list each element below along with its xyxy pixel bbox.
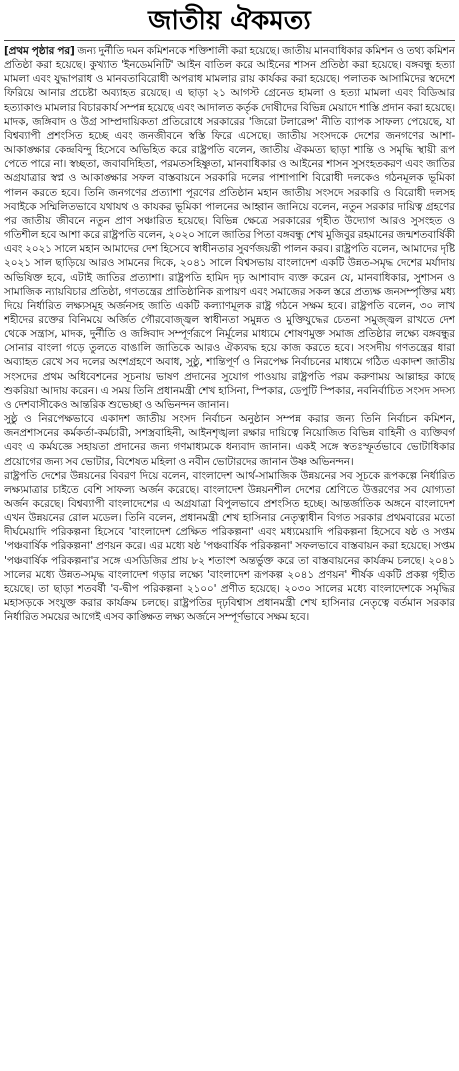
headline: জাতীয় ঐকমত্য [148, 6, 311, 36]
paragraph-3: রাষ্ট্রপতি দেশের উন্নয়নের বিবরণ দিয়ে বলেন, বাংলাদেশ আর্থ-সামাজিক উন্নয়নের সব সূচকে রূপকল্পে নির্ধারিত লক্ষ্যমাত্রার চাইতে বেশি সাফল্য অর্জন করেছে। বাংলাদেশ উন্নয়নশীল দেশের শ্রেণিতে উত্তরণের সব যোগ্যতা অর্জন করেছে। বিশ্বব্যাপী বাংলাদেশের এ অগ্রযাত্রা বিপুলভাবে প্রশংসিত হচ্ছে। আন্তর্জাতিক অঙ্গনে বাংলাদেশ এখন উন্নয়নের রোল মডেল। তিনি বলেন, প্রধানমন্ত্রী শেখ হাসিনার নেতৃত্বাধীন বিগত সরকার প্রথমবারের মতো দীর্ঘমেয়াদি পরিকল্পনা হিসেবে 'বাংলাদেশ প্রেক্ষিত পরিকল্পনা' এবং মধ্যমেয়াদি পরিকল্পনা হিসেবে ষষ্ঠ ও সপ্তম 'পঞ্চবার্ষিক পরিকল্পনা' প্রণয়ন করে। এর মধ্যে ষষ্ঠ 'পঞ্চবার্ষিক পরিকল্পনা' সফলভাবে বাস্তবায়ন করা হয়েছে। সপ্তম 'পঞ্চবার্ষিক পরিকল্পনা'র সঙ্গে এসডিজির প্রায় ৮২ শতাংশ অন্তর্ভুক্ত করে তা বাস্তবায়নের কার্যক্রম চলছে। ২০৪১ সালের মধ্যে উন্নত-সমৃদ্ধ বাংলাদেশ গড়ার লক্ষ্যে 'বাংলাদেশ রূপকল্প ২০৪১ প্রণয়ন' শীর্ষক একটি প্রকল্প গৃহীত হয়েছে। তা ছাড়া শতবর্ষী 'ব-দ্বীপ পরিকল্পনা ২১০০' প্রণীত হয়েছে। ২০৩০ সালের মধ্যে বাংলাদেশকে সমৃদ্ধির মহাসড়কে সংযুক্ত করার কার্যক্রম চলছে। রাষ্ট্রপতির দৃঢ়বিশ্বাস প্রধানমন্ত্রী শেখ হাসিনার নেতৃত্বে বর্তমান সরকার নির্ধারিত সময়ের আগেই এসব কাঙ্ক্ষিত লক্ষ্য অর্জনে সম্পূর্ণভাবে সক্ষম হবে। [4, 469, 455, 624]
paragraph-2: সুষ্ঠু ও নিরপেক্ষভাবে একাদশ জাতীয় সংসদ নির্বাচন অনুষ্ঠান সম্পন্ন করার জন্য তিনি নির্বাচন কমিশন, জনপ্রশাসনের কর্মকর্তা-কর্মচারী, সশস্ত্রবাহিনী, আইনশৃঙ্খলা রক্ষার দায়িত্বে নিয়োজিত বিভিন্ন বাহিনী ও ব্যক্তিবর্গ এবং এ কর্মযজ্ঞে সহায়তা প্রদানের জন্য গণমাধ্যমকে ধন্যবাদ জানান। একই সঙ্গে স্বতঃস্ফূর্তভাবে ভোটাধিকার প্রয়োগের জন্য সব ভোটার, বিশেষত মহিলা ও নবীন ভোটারদের জানান উষ্ণ অভিনন্দন। [4, 413, 455, 468]
headline-area [0, 0, 459, 42]
paragraph-1-text: জন্য দুর্নীতি দমন কমিশনকে শক্তিশালী করা হয়েছে। জাতীয় মানবাধিকার কমিশন ও তথ্য কমিশন প্রতিষ্ঠা করা হয়েছে। কুখ্যাত 'ইনডেমনিটি' আইন বাতিল করে আইনের শাসন প্রতিষ্ঠা করা হয়েছে। বঙ্গবন্ধু হত্যা মামলা এবং যুদ্ধাপরাধ ও মানবতাবিরোধী অপরাধ মামলার রায় কার্যকর করা হয়েছে। পলাতক আসামিদের স্বদেশে ফিরিয়ে আনার প্রচেষ্টা অব্যাহত রয়েছে। এ ছাড়া ২১ আগস্ট গ্রেনেড হামলা ও হত্যা মামলা এবং বিডিআর হত্যাকাণ্ড মামলার বিচারকার্য সম্পন্ন হয়েছে এবং আদালত কর্তৃক দোষীদের বিভিন্ন মেয়াদে শাস্তি প্রদান করা হয়েছে। মাদক, জঙ্গিবাদ ও উগ্র সাম্প্রদায়িকতা প্রতিরোধে সরকারের 'জিরো টলারেন্স' নীতি ব্যাপক সাফল্য পেয়েছে, যা বিশ্বব্যাপী প্রশংসিত হচ্ছে এবং জনজীবনে স্বস্তি ফিরে এসেছে। জাতীয় সংসদকে দেশের জনগণের আশা-আকাঙ্ক্ষার কেন্দ্রবিন্দু হিসেবে অভিহিত করে রাষ্ট্রপতি বলেন, জাতীয় ঐকমত্য ছাড়া শান্তি ও সমৃদ্ধি স্থায়ী রূপ পেতে পারে না। স্বচ্ছতা, জবাবদিহিতা, পরমতসহিষ্ণুতা, মানবাধিকার ও আইনের শাসন সুসংহতকরণ এবং জাতির অগ্রযাত্রার স্বপ্ন ও আকাঙ্ক্ষার সফল বাস্তবায়নে সরকারি দলের পাশাপাশি বিরোধী দলকেও গঠনমূলক ভূমিকা পালন করতে হবে। তিনি জনগণের প্রত্যাশা পূরণের প্রতিষ্ঠান মহান জাতীয় সংসদে সরকারি ও বিরোধী দলসহ সবাইকে সম্মিলিতভাবে যথাযথ ও কাযকর ভূমিকা পালনের আহ্বান জানিয়ে বলেন, নতুন সরকার দায়িত্ব গ্রহণের পর জাতীয় জীবনে নতুন প্রাণ সঞ্চারিত হয়েছে। বিভিন্ন ক্ষেত্রে সরকারের গৃহীত উদ্যোগ আরও সুসংহত ও গতিশীল হবে আশা করে রাষ্ট্রপতি বলেন, ২০২০ সালে জাতির পিতা বঙ্গবন্ধু শেখ মুজিবুর রহমানের জন্মশতবার্ষিকী এবং ২০২১ সালে মহান আমাদের দেশ হিসেবে স্বাধীনতার সুবর্ণজয়ন্তী পালন করব। রাষ্ট্রপতি বলেন, আমাদের দৃষ্টি ২০২১ সাল ছাড়িয়ে আরও সামনের দিকে, ২০৪১ সালে বিশ্বসভায় বাংলাদেশ একটি উন্নত-সমৃদ্ধ দেশের মর্যাদায় অভিষিক্ত হবে, এটাই জাতির প্রত্যাশা। রাষ্ট্রপতি হামিদ দৃঢ় আশাবাদ ব্যক্ত করেন যে, মানবাধিকার, সুশাসন ও সামাজিক ন্যায়বিচার প্রতিষ্ঠা, গণতন্ত্রের প্রাতিষ্ঠানিক রূপায়ণ এবং সমাজের সকল স্তরে প্রত্যক্ষ জনসম্পৃক্তির মধ্য দিয়ে নির্ধারিত লক্ষ্যসমূহ অর্জনসহ জাতি একটি কল্যাণমূলক রাষ্ট্র গঠনে সক্ষম হবে। রাষ্ট্রপতি বলেন, ৩০ লাখ শহীদের রক্তের বিনিময়ে অর্জিত গৌরবোজ্জ্বল স্বাধীনতা সমুন্নত ও মুক্তিযুদ্ধের চেতনা সমুজ্জ্বল রাখতে দেশ থেকে সন্ত্রাস, মাদক, দুর্নীতি ও জঙ্গিবাদ সম্পূর্ণরূপে নির্মূলের মাধ্যমে শোষণমুক্ত সমাজ প্রতিষ্ঠার লক্ষ্যে বঙ্গবন্ধুর সোনার বাংলা গড়ে তুলতে বাঙালি জাতিকে আরও ঐক্যবদ্ধ হয়ে কাজ করতে হবে। সংসদীয় গণতন্ত্রের ধারা অব্যাহত রেখে সব দলের অংশগ্রহণে অবাধ, সুষ্ঠু, শান্তিপূর্ণ ও নিরপেক্ষ নির্বাচনের মাধ্যমে গঠিত একাদশ জাতীয় সংসদের প্রথম অধিবেশনের সূচনায় ভাষণ প্রদানের সুযোগ পাওয়ায় রাষ্ট্রপতি পরম করুণাময় আল্লাহর কাছে শুকরিয়া আদায় করেন। এ সময় তিনি প্রধানমন্ত্রী শেখ হাসিনা, স্পিকার, ডেপুটি স্পিকার, নবনির্বাচিত সংসদ সদস্য ও দেশবাসীকেও আন্তরিক শুভেচ্ছা ও অভিনন্দন জানান। [4, 45, 455, 411]
continuation-tag: [প্রথম পৃষ্ঠার পর] [4, 45, 75, 57]
article-body [4, 44, 455, 1068]
paragraph-1 [4, 44, 455, 412]
headline-rule [4, 40, 455, 41]
